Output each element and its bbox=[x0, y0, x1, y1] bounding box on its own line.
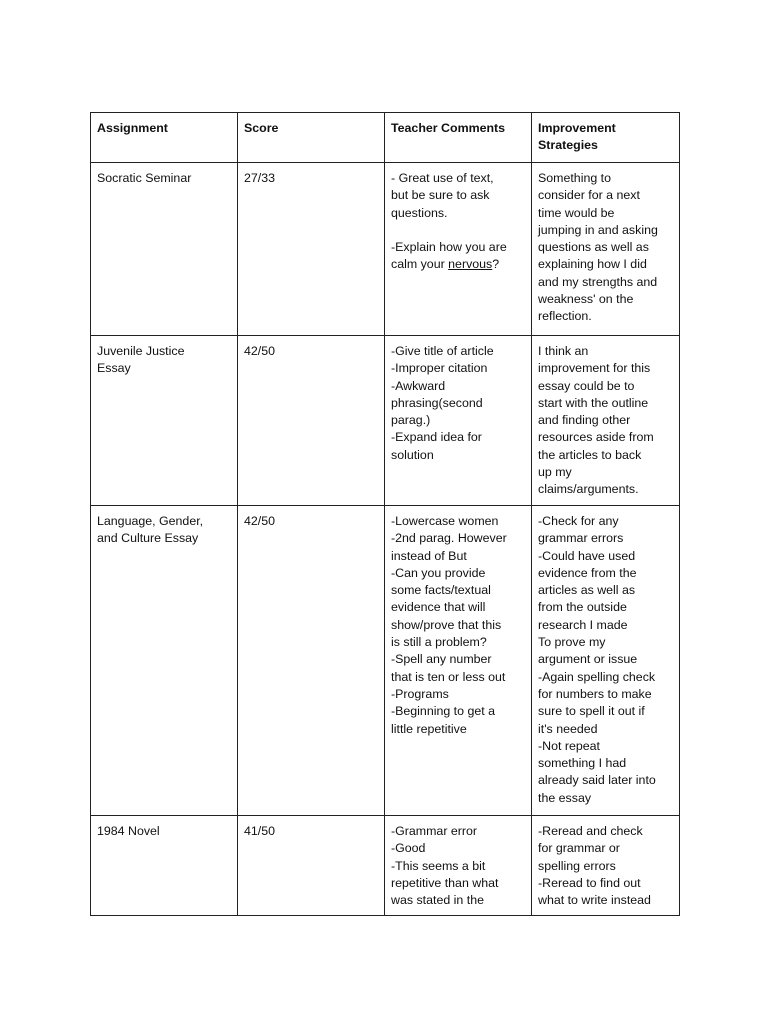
cell-line: instead of But bbox=[391, 548, 467, 563]
cell-line: from the outside bbox=[538, 600, 627, 615]
cell-line: it's needed bbox=[538, 721, 598, 736]
cell-teacher-comments bbox=[385, 336, 532, 506]
table-row bbox=[91, 163, 680, 336]
cell-line: for numbers to make bbox=[538, 686, 652, 701]
paragraph-gap bbox=[391, 222, 525, 239]
cell-line: I think an bbox=[538, 344, 589, 358]
cell-line: -2nd parag. However bbox=[391, 531, 507, 546]
cell-line: 1984 Novel bbox=[97, 824, 160, 838]
cell-line: the articles to back bbox=[538, 447, 642, 462]
cell-line: -Could have used bbox=[538, 548, 636, 563]
cell-assignment bbox=[91, 506, 238, 816]
cell-line: -Spell any number bbox=[391, 652, 492, 667]
text-fragment: calm your bbox=[391, 257, 449, 272]
cell-improvement-strategies bbox=[532, 336, 680, 506]
cell-line: -Programs bbox=[391, 686, 449, 701]
cell-line: Something to bbox=[538, 171, 612, 185]
cell-line: for grammar or bbox=[538, 841, 620, 856]
table-row bbox=[91, 816, 680, 916]
cell-score: 42/50 bbox=[238, 506, 385, 816]
cell-score: 42/50 bbox=[238, 336, 385, 506]
underlined-word: nervous bbox=[448, 257, 493, 272]
cell-line: is still a problem? bbox=[391, 635, 487, 650]
cell-line: what to write instead bbox=[538, 893, 651, 908]
cell-line: parag.) bbox=[391, 413, 431, 428]
cell-improvement-strategies bbox=[532, 816, 680, 916]
header-teacher-comments: Teacher Comments bbox=[385, 113, 532, 163]
cell-line: -Give title of article bbox=[391, 344, 494, 358]
cell-line: up my bbox=[538, 465, 572, 480]
cell-line: -Reread and check bbox=[538, 824, 643, 838]
cell-line: phrasing(second bbox=[391, 395, 483, 410]
cell-line: -Can you provide bbox=[391, 565, 486, 580]
cell-assignment bbox=[91, 163, 238, 336]
cell-score: 27/33 bbox=[238, 163, 385, 336]
cell-line: time would be bbox=[538, 205, 615, 220]
cell-line: -Good bbox=[391, 841, 426, 856]
cell-improvement-strategies bbox=[532, 506, 680, 816]
cell-line: -Reread to find out bbox=[538, 875, 641, 890]
cell-line: -Awkward bbox=[391, 378, 446, 393]
cell-line: To prove my bbox=[538, 635, 606, 650]
header-score: Score bbox=[238, 113, 385, 163]
header-improvement-line-2: Strategies bbox=[538, 138, 598, 153]
table-row bbox=[91, 336, 680, 506]
cell-line: argument or issue bbox=[538, 652, 638, 667]
cell-line: little repetitive bbox=[391, 721, 467, 736]
cell-line: something I had bbox=[538, 756, 627, 771]
cell-line: that is ten or less out bbox=[391, 669, 506, 684]
cell-line: -This seems a bit bbox=[391, 858, 486, 873]
cell-line: -Improper citation bbox=[391, 361, 488, 376]
cell-line: essay could be to bbox=[538, 378, 635, 393]
cell-line: -Again spelling check bbox=[538, 669, 656, 684]
cell-line: and finding other bbox=[538, 413, 631, 428]
text-fragment: ? bbox=[492, 257, 500, 272]
cell-teacher-comments bbox=[385, 163, 532, 336]
cell-line: jumping in and asking bbox=[538, 222, 658, 237]
cell-line: -Beginning to get a bbox=[391, 704, 496, 719]
cell-line: start with the outline bbox=[538, 395, 649, 410]
cell-line: the essay bbox=[538, 790, 592, 805]
cell-line: was stated in the bbox=[391, 893, 484, 908]
cell-line: solution bbox=[391, 447, 434, 462]
cell-line: grammar errors bbox=[538, 531, 624, 546]
cell-line: weakness' on the bbox=[538, 292, 634, 307]
cell-line: improvement for this bbox=[538, 361, 651, 376]
cell-line: evidence that will bbox=[391, 600, 486, 615]
cell-line: Language, Gender, bbox=[97, 514, 204, 528]
cell-line: -Grammar error bbox=[391, 824, 478, 838]
cell-line: explaining how I did bbox=[538, 257, 647, 272]
cell-line: Socratic Seminar bbox=[97, 171, 192, 185]
cell-line: -Expand idea for bbox=[391, 430, 482, 445]
grades-table bbox=[90, 112, 680, 916]
header-improvement-line-1: Improvement bbox=[538, 121, 616, 135]
header-improvement-strategies bbox=[532, 113, 680, 163]
cell-line: evidence from the bbox=[538, 565, 637, 580]
cell-line: repetitive than what bbox=[391, 875, 499, 890]
cell-teacher-comments bbox=[385, 816, 532, 916]
cell-line: Essay bbox=[97, 361, 131, 376]
cell-line: reflection. bbox=[538, 309, 592, 324]
cell-line: -Not repeat bbox=[538, 738, 600, 753]
cell-line: claims/arguments. bbox=[538, 482, 639, 497]
cell-line: -Explain how you are bbox=[391, 239, 507, 254]
cell-line: -Lowercase women bbox=[391, 514, 499, 528]
cell-line: Juvenile Justice bbox=[97, 344, 185, 358]
cell-line: articles as well as bbox=[538, 583, 636, 598]
cell-line bbox=[391, 256, 525, 273]
cell-line: already said later into bbox=[538, 773, 656, 788]
cell-improvement-strategies bbox=[532, 163, 680, 336]
cell-line: some facts/textual bbox=[391, 583, 491, 598]
cell-line: consider for a next bbox=[538, 188, 640, 203]
cell-assignment bbox=[91, 816, 238, 916]
cell-line: but be sure to ask bbox=[391, 188, 490, 203]
cell-line: show/prove that this bbox=[391, 617, 502, 632]
table-row bbox=[91, 506, 680, 816]
cell-line: - Great use of text, bbox=[391, 171, 494, 185]
cell-line: spelling errors bbox=[538, 858, 616, 873]
cell-line: questions as well as bbox=[538, 240, 649, 255]
cell-line: sure to spell it out if bbox=[538, 704, 645, 719]
header-assignment: Assignment bbox=[91, 113, 238, 163]
table-header-row bbox=[91, 113, 680, 163]
cell-line: and Culture Essay bbox=[97, 531, 199, 546]
cell-line: research I made bbox=[538, 617, 628, 632]
cell-line: -Check for any bbox=[538, 514, 619, 528]
cell-line: resources aside from bbox=[538, 430, 654, 445]
cell-line: and my strengths and bbox=[538, 274, 658, 289]
cell-line: questions. bbox=[391, 205, 448, 220]
cell-score: 41/50 bbox=[238, 816, 385, 916]
cell-teacher-comments bbox=[385, 506, 532, 816]
cell-assignment bbox=[91, 336, 238, 506]
